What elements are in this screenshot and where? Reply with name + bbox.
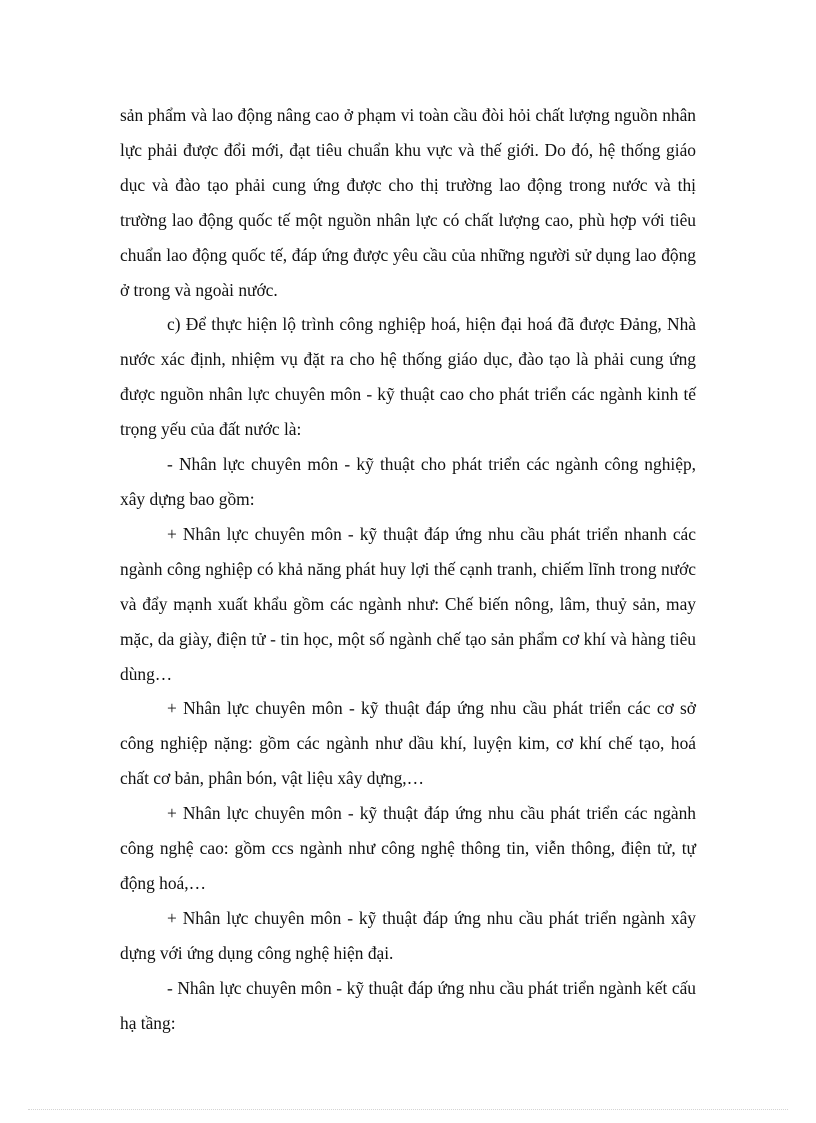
paragraph-industry-construction: - Nhân lực chuyên môn - kỹ thuật cho phát triển các ngành công nghiệp, xây dựng bao gồm: [120, 454, 696, 509]
body-text [120, 98, 696, 1040]
paragraph-construction: + Nhân lực chuyên môn - kỹ thuật đáp ứng nhu cầu phát triển ngành xây dựng với ứng dụng công nghệ hiện đại. [120, 907, 696, 963]
paragraph-competitive-industries: + Nhân lực chuyên môn - kỹ thuật đáp ứng nhu cầu phát triển nhanh các ngành công nghiệp có khả năng phát huy lợi thế cạnh tranh, chiếm lĩnh trong nước và đẩy mạnh xuất khẩu gồm các ngành như: Chế biến nông, lâm, thuỷ sản, may mặc, da giày, điện tử - tin học, một số ngành chế tạo sản phẩm cơ khí và hàng tiêu dùng… [120, 523, 696, 684]
paragraph-infrastructure: - Nhân lực chuyên môn - kỹ thuật đáp ứng nhu cầu phát triển ngành kết cấu hạ tầng: [120, 977, 696, 1033]
paragraph-high-tech: + Nhân lực chuyên môn - kỹ thuật đáp ứng nhu cầu phát triển các ngành công nghệ cao: gồm ccs ngành như công nghệ thông tin, viễn thông, điện tử, tự động hoá,… [120, 803, 696, 893]
paragraph-continuation: sản phẩm và lao động nâng cao ở phạm vi toàn cầu đòi hỏi chất lượng nguồn nhân lực phải được đổi mới, đạt tiêu chuẩn khu vực và thế giới. Do đó, hệ thống giáo dục và đào tạo phải cung ứng được cho thị trường lao động trong nước và thị trường lao động quốc tế một nguồn nhân lực có chất lượng cao, phù hợp với tiêu chuẩn lao động quốc tế, đáp ứng được yêu cầu của những người sử dụng lao động ở trong và ngoài nước. [120, 105, 696, 300]
paragraph-heavy-industry: + Nhân lực chuyên môn - kỹ thuật đáp ứng nhu cầu phát triển các cơ sở công nghiệp nặng: gồm các ngành như dầu khí, luyện kim, cơ khí chế tạo, hoá chất cơ bản, phân bón, vật liệu xây dựng,… [120, 698, 696, 789]
page-bottom-divider [28, 1109, 788, 1110]
paragraph-item-c: c) Để thực hiện lộ trình công nghiệp hoá, hiện đại hoá đã được Đảng, Nhà nước xác định, nhiệm vụ đặt ra cho hệ thống giáo dục, đào tạo là phải cung ứng được nguồn nhân lực chuyên môn - kỹ thuật cao cho phát triển các ngành kinh tế trọng yếu của đất nước là: [120, 314, 696, 440]
